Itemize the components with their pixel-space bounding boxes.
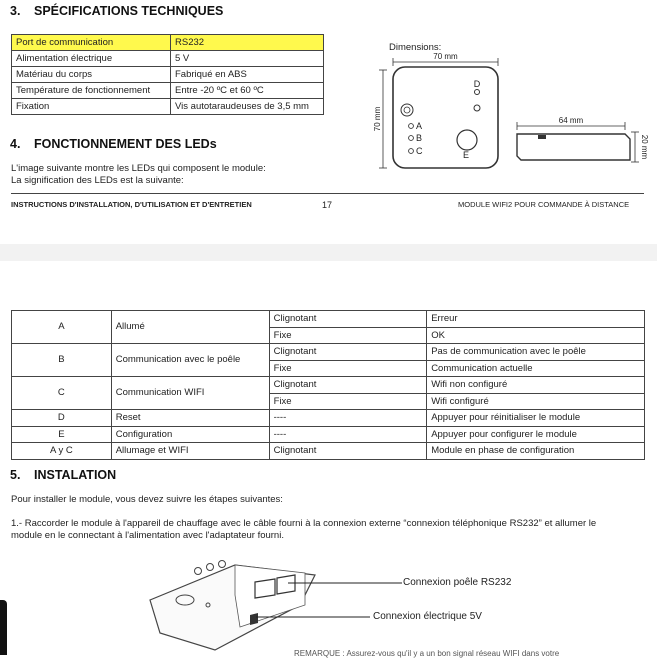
led-function: Reset (111, 410, 269, 427)
config-button-e (457, 130, 477, 150)
spec-label: Matériau du corps (12, 67, 171, 83)
width-label: 70 mm (433, 52, 458, 61)
page-edge (0, 600, 7, 655)
dimensions-title: Dimensions: (389, 42, 442, 53)
step-1-line-2: module en le connectant à l'alimentation avec l'adaptateur fourni. (11, 530, 284, 541)
rs232-port (255, 579, 275, 598)
label-c: C (416, 146, 423, 156)
led-table-row (12, 443, 645, 460)
spec-value: Entre -20 ºC et 60 ºC (171, 83, 324, 99)
led-meaning: Wifi configuré (427, 393, 645, 410)
callout-power: Connexion électrique 5V (373, 611, 482, 622)
led-state: Fixe (269, 360, 427, 377)
led-table-row (12, 377, 645, 394)
height-label: 70 mm (373, 106, 382, 132)
led-meaning: Appuyer pour réinitialiser le module (427, 410, 645, 427)
dimensions-drawing (370, 50, 657, 175)
step-1-line-1: 1.- Raccorder le module à l'appareil de chauffage avec le câble fourni à la connexion externe “connexion téléphonique RS232” et allumer le (11, 518, 597, 529)
callout-rs232: Connexion poêle RS232 (403, 577, 512, 588)
section-5-heading (10, 468, 116, 482)
spec-label: Fixation (12, 99, 171, 115)
led-state: Clignotant (269, 377, 427, 394)
led-a (409, 124, 414, 129)
spec-row (12, 83, 324, 99)
footer-left: INSTRUCTIONS D'INSTALLATION, D'UTILISATION ET D'ENTRETIEN (11, 200, 252, 209)
led-meaning: Erreur (427, 311, 645, 328)
led-meaning: Appuyer pour configurer le module (427, 426, 645, 443)
section-number: 3. (10, 4, 21, 18)
side-width-label: 64 mm (558, 116, 584, 125)
led-meaning: Communication actuelle (427, 360, 645, 377)
led-table-row (12, 426, 645, 443)
power-port (250, 613, 258, 625)
led-meaning: Pas de communication avec le poêle (427, 344, 645, 361)
led-function: Allumé (111, 311, 269, 344)
spec-value: Vis autotaraudeuses de 3,5 mm (171, 99, 324, 115)
led-table-row (12, 344, 645, 361)
led-meaning-table (11, 310, 645, 460)
led-state: Fixe (269, 327, 427, 344)
section-title: FONCTIONNEMENT DES LEDs (34, 137, 217, 151)
spec-row (12, 99, 324, 115)
spec-label: Alimentation électrique (12, 51, 171, 67)
led-state: Fixe (269, 393, 427, 410)
section-3-heading (10, 4, 223, 18)
side-height-label: 20 mm (640, 134, 649, 160)
footer-rule (11, 193, 644, 194)
led-state: ---- (269, 426, 427, 443)
led-state: Clignotant (269, 443, 427, 460)
section-5-intro: Pour installer le module, vous devez suivre les étapes suivantes: (11, 494, 283, 505)
led-function: Communication WIFI (111, 377, 269, 410)
label-a: A (416, 121, 423, 131)
page-number: 17 (322, 200, 333, 210)
section-4-line-2: La signification des LEDs est la suivante: (11, 175, 184, 186)
section-4-heading (10, 137, 217, 151)
footer-right: MODULE WIFI2 POUR COMMANDE À DISTANCE (458, 200, 630, 209)
module-front-outline (393, 67, 498, 168)
led-state: ---- (269, 410, 427, 427)
led-c (409, 149, 414, 154)
label-b: B (416, 133, 423, 143)
module-side-outline (517, 134, 630, 160)
reset-button-d (475, 90, 480, 95)
led-function: Allumage et WIFI (111, 443, 269, 460)
led-state: Clignotant (269, 311, 427, 328)
section-number: 4. (10, 137, 21, 151)
spec-label: Port de communication (12, 35, 171, 51)
section-title: SPÉCIFICATIONS TECHNIQUES (34, 4, 224, 18)
led-meaning: OK (427, 327, 645, 344)
remark-partial: REMARQUE : Assurez-vous qu'il y a un bon signal réseau WIFI dans votre (294, 649, 560, 658)
led-function: Communication avec le poêle (111, 344, 269, 377)
section-number: 5. (10, 468, 21, 482)
label-d: D (473, 79, 481, 89)
page-break (0, 244, 657, 261)
label-e: E (462, 150, 470, 160)
section-title: INSTALATION (34, 468, 117, 482)
spec-value: RS232 (171, 35, 324, 51)
module-illustration (140, 555, 410, 655)
led-state: Clignotant (269, 344, 427, 361)
specifications-table (11, 34, 324, 115)
led-meaning: Module en phase de configuration (427, 443, 645, 460)
spec-row (12, 67, 324, 83)
led-b (409, 136, 414, 141)
led-id: A y C (12, 443, 112, 460)
led-table-row (12, 410, 645, 427)
spec-row (12, 35, 324, 51)
spec-value: 5 V (171, 51, 324, 67)
led-function: Configuration (111, 426, 269, 443)
led-id: E (12, 426, 112, 443)
led-table-row (12, 311, 645, 328)
spec-label: Température de fonctionnement (12, 83, 171, 99)
section-4-line-1: L'image suivante montre les LEDs qui composent le module: (11, 163, 266, 174)
spec-value: Fabriqué en ABS (171, 67, 324, 83)
led-id: D (12, 410, 112, 427)
led-id: C (12, 377, 112, 410)
led-id: B (12, 344, 112, 377)
led-id: A (12, 311, 112, 344)
spec-row (12, 51, 324, 67)
led-meaning: Wifi non configuré (427, 377, 645, 394)
